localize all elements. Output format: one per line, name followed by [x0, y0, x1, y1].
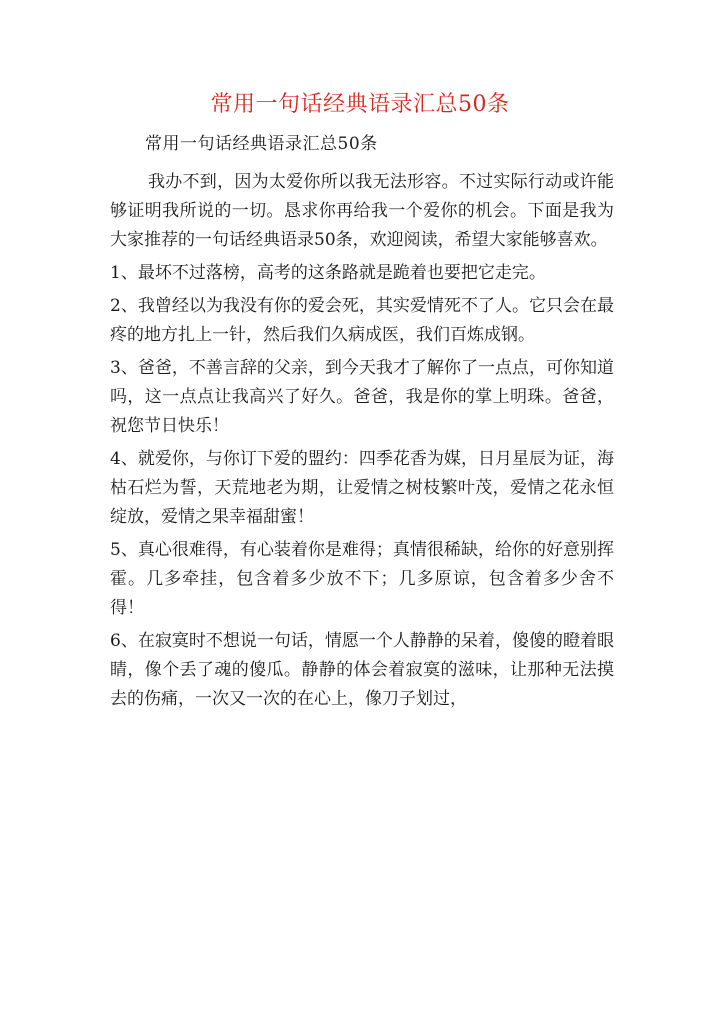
- document-subtitle: 常用一句话经典语录汇总50条: [145, 134, 378, 154]
- document-body: [110, 168, 614, 714]
- quote-item-5: 5、真心很难得，有心装着你是难得；真情很稀缺，给你的好意别挥霍。几多牵挂，包含着多少放不下；几多原谅，包含着多少舍不得！: [110, 540, 614, 618]
- quote-item-3: 3、爸爸，不善言辞的父亲，到今天我才了解你了一点点，可你知道吗，这一点点让我高兴了好久。爸爸，我是你的掌上明珠。爸爸，祝您节日快乐！: [110, 358, 614, 436]
- quote-item-4: 4、就爱你，与你订下爱的盟约：四季花香为媒，日月星辰为证，海枯石烂为誓，天荒地老为期，让爱情之树枝繁叶茂，爱情之花永恒绽放，爱情之果幸福甜蜜！: [110, 449, 614, 527]
- quote-item-2: 2、我曾经以为我没有你的爱会死，其实爱情死不了人。它只会在最疼的地方扎上一针，然后我们久病成医，我们百炼成钢。: [110, 296, 614, 345]
- quote-item-1: 1、最坏不过落榜，高考的这条路就是跪着也要把它走完。: [110, 263, 546, 283]
- quote-item-6: 6、在寂寞时不想说一句话，情愿一个人静静的呆着，傻傻的瞪着眼睛，像个丢了魂的傻瓜。静静的体会着寂寞的滋味，让那种无法摸去的伤痛，一次又一次的在心上，像刀子划过，: [110, 631, 614, 709]
- intro-paragraph: 我办不到，因为太爱你所以我无法形容。不过实际行动或许能够证明我所说的一切。恳求你再给我一个爱你的机会。下面是我为大家推荐的一句话经典语录50条，欢迎阅读，希望大家能够喜欢。: [110, 172, 614, 250]
- document-title: 常用一句话经典语录汇总50条: [210, 92, 510, 117]
